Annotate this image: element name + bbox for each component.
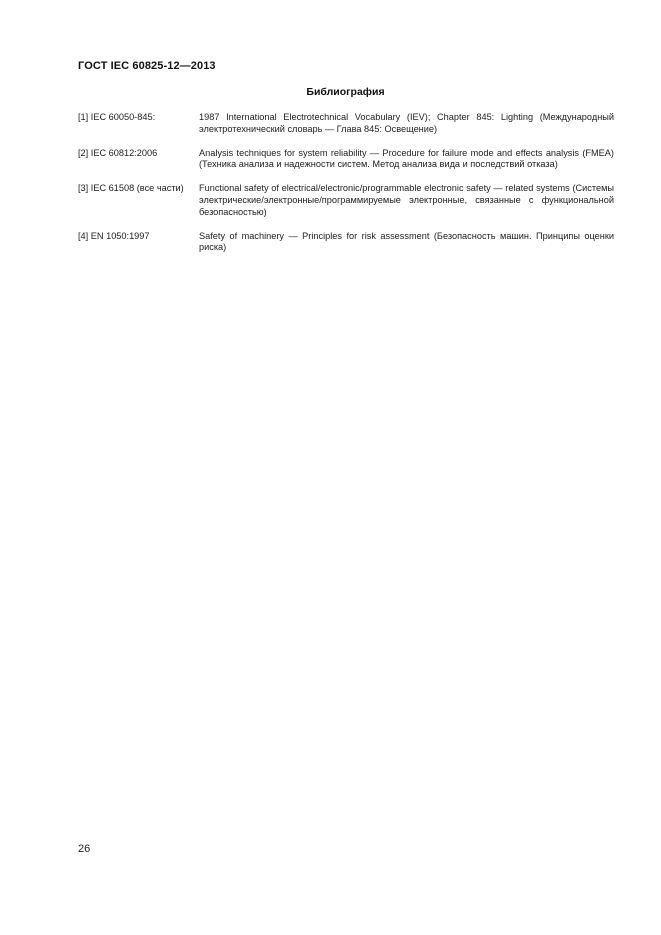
page-number: 26 [78,843,91,855]
document-header: ГОСТ IEC 60825-12—2013 [78,60,216,72]
bibliography-list [78,112,614,266]
bibliography-item [78,148,614,172]
bibliography-description: Safety of machinery — Principles for risk assessment (Безопасность машин. Принципы оценки риска) [199,230,614,253]
bibliography-item [78,183,614,218]
bibliography-description: Analysis techniques for system reliability — Procedure for failure mode and effects analysis (FMEA)(Техника анализа и надежности систем. Метод анализа вида и последствий отказа) [199,147,614,170]
section-title: Библиография [306,86,385,98]
bibliography-description: 1987 International Electrotechnical Vocabulary (IEV); Chapter 845: Lighting (Международный электротехнический словарь — Глава 845: Освещение) [199,112,614,134]
bibliography-reference: [1] IEC 60050-845: [78,112,156,122]
bibliography-item [78,231,614,255]
bibliography-reference: [2] IEC 60812:2006 [78,147,158,158]
bibliography-reference: [3] IEC 61508 (все части) [78,183,184,194]
bibliography-description: Functional safety of electrical/electronic/programmable electronic safety — related systems (Системы электрические/электронные/программируемые электронные, связанные с функциональной безопасностью) [199,183,614,217]
bibliography-item [78,112,614,136]
bibliography-reference: [4] EN 1050:1997 [78,230,150,241]
